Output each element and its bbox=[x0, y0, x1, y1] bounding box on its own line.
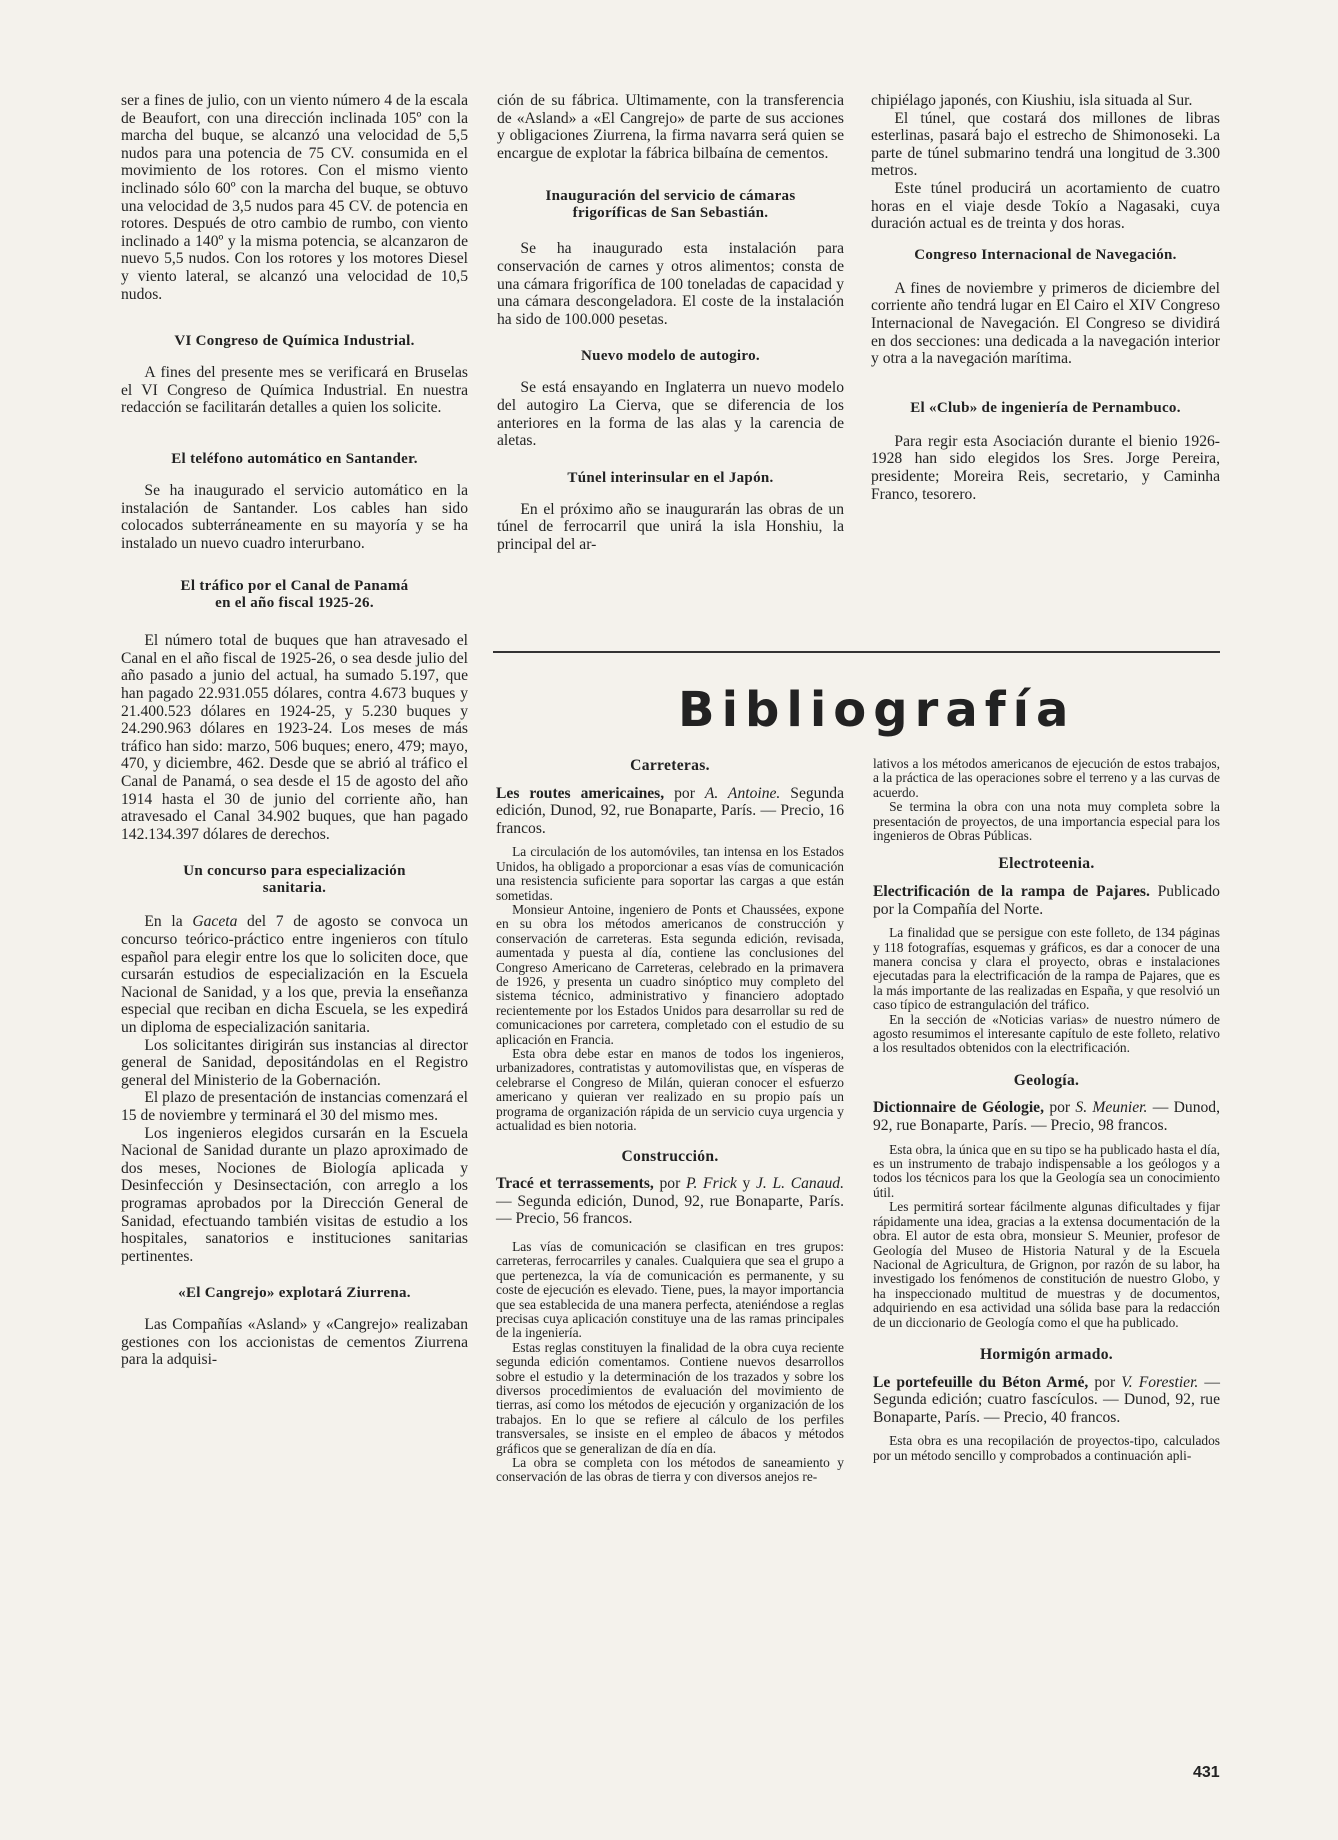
book-reference: Dictionnaire de Géologie, por S. Meunier. — Dunod, 92, rue Bonaparte, París. — Precio, 98 francos. bbox=[873, 1099, 1220, 1135]
article-paragraph: Este túnel producirá un acortamiento de cuatro horas en el viaje desde Tokío a Nagasaki, cuya duración actual es de treinta y dos horas. bbox=[871, 179, 1220, 233]
article-heading: VI Congreso de Química Industrial. bbox=[174, 333, 415, 350]
page-number: 431 bbox=[1193, 1764, 1220, 1781]
review-paragraph: La obra se completa con los métodos de saneamiento y conservación de las obras de tierra y con diversos anejos re- bbox=[496, 1454, 844, 1485]
article-heading: Nuevo modelo de autogiro. bbox=[581, 348, 760, 365]
bibliography-category: Electroteenia. bbox=[998, 855, 1095, 873]
article-heading: frigoríficas de San Sebastián. bbox=[572, 205, 769, 222]
book-reference: Electrificación de la rampa de Pajares. Publicado por la Compañía del Norte. bbox=[873, 883, 1220, 918]
book-review bbox=[873, 926, 1220, 1056]
article-heading: Un concurso para especialización bbox=[183, 863, 406, 880]
book-review bbox=[873, 1434, 1220, 1463]
book-review bbox=[496, 1240, 844, 1485]
article-heading: El «Club» de ingeniería de Pernambuco. bbox=[910, 399, 1181, 416]
review-paragraph: Esta obra es una recopilación de proyectos-tipo, calculados por un método sencillo y comprobados a continuación apli- bbox=[873, 1433, 1220, 1463]
review-paragraph: Monsieur Antoine, ingeniero de Ponts et Chaussées, expone en su obra los métodos americanos de construcción y conservación de carreteras. Esta segunda edición, revisada, aumentada y puesta al día, contiene las conclusiones del Congreso Americano de Carreteras, celebrado en la primavera de 1926, y presenta un cuadro sinóptico muy completo del sistema técnico, administrativo y financiero adoptado recientemente por los Estados Unidos para desarrollar su red de comunicaciones por carretera, completado con el estudio de su aplicación en Francia. bbox=[496, 902, 844, 1047]
review-paragraph: En la sección de «Noticias varias» de nuestro número de agosto resumimos el interesante capítulo de este folleto, relativo a los resultados obtenidos con la electrificación. bbox=[873, 1011, 1220, 1056]
book-reference: Les routes americaines, por A. Antoine. Segunda edición, Dunod, 92, rue Bonaparte, París. — Precio, 16 francos. bbox=[496, 784, 844, 837]
article-paragraph: Se está ensayando en Inglaterra un nuevo modelo del autogiro La Cierva, que se diferencia de los anteriores en la forma de las alas y la carencia de aletas. bbox=[497, 379, 844, 450]
bibliography-left-column bbox=[496, 757, 844, 1485]
article-paragraph: Para regir esta Asociación durante el bienio 1926-1928 han sido elegidos los Sres. Jorge Pereira, presidente; Moreira Reis, secretario, y Caminha Franco, tesorero. bbox=[871, 432, 1220, 503]
section-divider bbox=[493, 651, 1220, 653]
section-title: Bibliografía bbox=[678, 682, 1076, 738]
article-paragraph: Se ha inaugurado el servicio automático en la instalación de Santander. Los cables han sido colocados subterráneamente en su mayoría y se ha instalado un nuevo cuadro interurbano. bbox=[121, 481, 468, 552]
review-paragraph: Se termina la obra con una nota muy completa sobre la presentación de proyectos, de una importancia especial para los ingenieros de Obras Públicas. bbox=[873, 799, 1220, 844]
review-paragraph: Les permitirá sortear fácilmente algunas dificultades y fijar rápidamente una idea, gracias a la extensa documentación de la obra. El autor de esta obra, monsieur S. Meunier, profesor de Geología del Museo de Historia Natural y de la Escuela Nacional de Agricultura, de Grignon, por razón de su labor, ha investigado los fenómenos de constitución de nuestro Globo, y ha inspeccionado multitud de muestras y de documentos, adquiriendo en esa actividad una sólida base para la redacción de un diccionario de Geología como el que ha publicado. bbox=[873, 1199, 1220, 1330]
article-heading: «El Cangrejo» explotará Ziurrena. bbox=[178, 1285, 411, 1302]
article-heading: El teléfono automático en Santander. bbox=[171, 450, 418, 467]
article-paragraph: chipiélago japonés, con Kiushiu, isla situada al Sur. bbox=[871, 92, 1193, 109]
article-paragraph: Los solicitantes dirigirán sus instancias al director general de Sanidad, depositándolas en el Registro general del Ministerio de la Gobernación. bbox=[121, 1036, 468, 1089]
article-paragraph: ción de su fábrica. Ultimamente, con la transferencia de «Asland» a «El Cangrejo» de parte de sus acciones y obligaciones Ziurrena, la firma navarra será quien se encargue de explotar la fábrica bilbaína de cementos. bbox=[497, 92, 844, 162]
book-reference: Tracé et terrassements, por P. Frick y J. L. Canaud. — Segunda edición, Dunod, 92, rue Bonaparte, París. — Precio, 56 francos. bbox=[496, 1175, 844, 1228]
column-2 bbox=[497, 92, 844, 554]
column-3 bbox=[871, 92, 1220, 503]
review-paragraph: Las vías de comunicación se clasifican en tres grupos: carreteras, ferrocarriles y canales. Cualquiera que sea el grupo a que pertenezca, la vía de comunicación es permanente, y su coste de ejecución es elevado. Tiene, pues, la mayor importancia que sea establecida de una manera perfecta, ateniéndose a reglas precisas cuya aplicación constituye una de las ramas principales de la ingeniería. bbox=[496, 1238, 844, 1341]
article-paragraph: Las Compañías «Asland» y «Cangrejo» realizaban gestiones con los accionistas de cementos Ziurrena para la adquisi- bbox=[121, 1316, 468, 1369]
article-paragraph: A fines de noviembre y primeros de diciembre del corriente año tendrá lugar en El Cairo el XIV Congreso Internacional de Navegación. El Congreso se dividirá en dos secciones: una dedicada a la navegación interior y otra a la navegación marítima. bbox=[871, 279, 1220, 368]
review-paragraph: lativos a los métodos americanos de ejecución de estos trabajos, a la práctica de las operaciones sobre el terreno y a las curvas de acuerdo. bbox=[873, 756, 1220, 800]
book-reference: Le portefeuille du Béton Armé, por V. Forestier. — Segunda edición; cuatro fascículos. — Dunod, 92, rue Bonaparte, París. — Precio, 40 francos. bbox=[873, 1373, 1220, 1426]
article-paragraph: ser a fines de julio, con un viento número 4 de la escala de Beaufort, con una dirección inclinada 105º con la marcha del buque, se alcanzó una velocidad de 5,5 nudos para una potencia de 75 CV. consumida en el movimiento de los rotores. Con el mismo viento inclinado sólo 60º con la marcha del buque, se obtuvo una velocidad de 3,5 nudos para 45 CV. de potencia en rotores. Después de otro cambio de rumbo, con viento inclinado a 140º y la misma potencia, se alcanzaron de nuevo 5,5 nudos. Con los rotores y los motores Diesel y viento lateral, se alcanzó una velocidad de 10,5 nudos. bbox=[121, 92, 468, 303]
review-paragraph: Esta obra, la única que en su tipo se ha publicado hasta el día, es un instrumento de trabajo indispensable a los geólogos y a todos los técnicos para los que la Geología sea un conocimiento útil. bbox=[873, 1141, 1220, 1200]
article-heading: El tráfico por el Canal de Panamá bbox=[180, 578, 409, 595]
article-paragraph: Se ha inaugurado esta instalación para conservación de carnes y otros alimentos; consta de una cámara frigorífica de 100 toneladas de capacidad y una cámara descongeladora. El coste de la instalación ha sido de 100.000 pesetas. bbox=[497, 240, 844, 328]
book-review bbox=[873, 757, 1220, 843]
bibliography-category: Construcción. bbox=[621, 1147, 719, 1165]
article-heading: Túnel interinsular en el Japón. bbox=[567, 469, 774, 486]
review-paragraph: La circulación de los automóviles, tan intensa en los Estados Unidos, ha obligado a proporcionar a esas vías de comunicación una resistencia suficiente para soportar las cargas a que están sometidas. bbox=[496, 844, 844, 903]
article-paragraph: El plazo de presentación de instancias comenzará el 15 de noviembre y terminará el 30 del mismo mes. bbox=[121, 1089, 468, 1124]
column-1 bbox=[121, 92, 468, 1369]
book-review bbox=[496, 845, 844, 1133]
article-heading: en el año fiscal 1925-26. bbox=[215, 595, 374, 612]
bibliography-right-column bbox=[873, 757, 1220, 1463]
bibliography-category: Geología. bbox=[1013, 1071, 1080, 1089]
article-paragraph: En la Gaceta del 7 de agosto se convoca un concurso teórico-práctico entre ingenieros con título español para elegir entre los que lo soliciten doce, que cursarán estudios de especialización en la Escuela Nacional de Sanidad, y a los que, previa la enseñanza especial que reciban en dicha Escuela, se les expedirá un diploma de especialización sanitaria. bbox=[121, 913, 468, 1036]
review-paragraph: Estas reglas constituyen la finalidad de la obra cuya reciente segunda edición comentamos. Contiene nuevos desarrollos sobre el estudio y la determinación de los trazados y sobre los diversos procedimientos de evaluación del movimiento de tierras, así como los métodos de ejecución y organización de los trabajos. En lo que se refiere al cálculo de los perfiles transversales, se insiste en el empleo de ábacos y métodos gráficos que se generalizan de día en día. bbox=[496, 1339, 844, 1456]
bibliography-category: Carreteras. bbox=[630, 757, 710, 774]
article-paragraph: Los ingenieros elegidos cursarán en la Escuela Nacional de Sanidad durante un plazo aproximado de dos meses, Nociones de Biología aplicada y Desinfección y Desinsectación, con arreglo a los programas aprobados por la Dirección General de Sanidad, efectuando también visitas de estudio a los hospitales, sanatorios e instituciones sanitarias pertinentes. bbox=[121, 1124, 468, 1265]
review-paragraph: La finalidad que se persigue con este folleto, de 134 páginas y 118 fotografías, esquemas y gráficos, es dar a conocer de una manera concisa y clara el proyecto, obras e instalaciones ejecutadas para la electrificación de la rampa de Pajares, que es la más importante de las realizadas en España, y que resolvió un caso típico de estrangulación del tráfico. bbox=[873, 925, 1220, 1013]
review-paragraph: Esta obra debe estar en manos de todos los ingenieros, urbanizadores, contratistas y automovilistas que, en vísperas de celebrarse el Congreso de Milán, quieran conocer el esfuerzo americano y quieran ver realizado en su propio país un programa de organización rápida de un servicio cuya urgencia y actualidad es bien notoria. bbox=[496, 1046, 844, 1134]
article-paragraph: El número total de buques que han atravesado el Canal en el año fiscal de 1925-26, o sea desde julio del año pasado a junio del actual, ha sumado 5.197, que han pagado 22.931.055 dólares, contra 4.673 buques y 21.400.523 dólares en 1924-25, y 5.230 buques y 24.290.963 dólares en 1923-24. Los meses de más tráfico han sido: marzo, 506 buques; enero, 479; mayo, 470, y diciembre, 462. Desde que se abrió al tráfico el Canal de Panamá, o sea desde el 15 de agosto del año 1914 hasta el 30 de junio del corriente año, han atravesado el Canal 34.902 buques, que han pagado 142.134.397 dólares de derechos. bbox=[121, 632, 468, 843]
article-paragraph: En el próximo año se inaugurarán las obras de un túnel de ferrocarril que unirá la isla Honshiu, la principal del ar- bbox=[497, 500, 844, 553]
article-heading: sanitaria. bbox=[262, 880, 327, 897]
article-paragraph: A fines del presente mes se verificará en Bruselas el VI Congreso de Química Industrial. En nuestra redacción se facilitarán detalles a quien los solicite. bbox=[121, 364, 468, 417]
article-heading: Congreso Internacional de Navegación. bbox=[914, 246, 1177, 263]
article-paragraph: El túnel, que costará dos millones de libras esterlinas, pasará bajo el estrecho de Shimonoseki. La parte de túnel submarino tendrá una longitud de 3.300 metros. bbox=[871, 109, 1220, 180]
bibliography-category: Hormigón armado. bbox=[979, 1345, 1113, 1363]
article-heading: Inauguración del servicio de cámaras bbox=[545, 188, 796, 205]
book-review bbox=[873, 1143, 1220, 1330]
